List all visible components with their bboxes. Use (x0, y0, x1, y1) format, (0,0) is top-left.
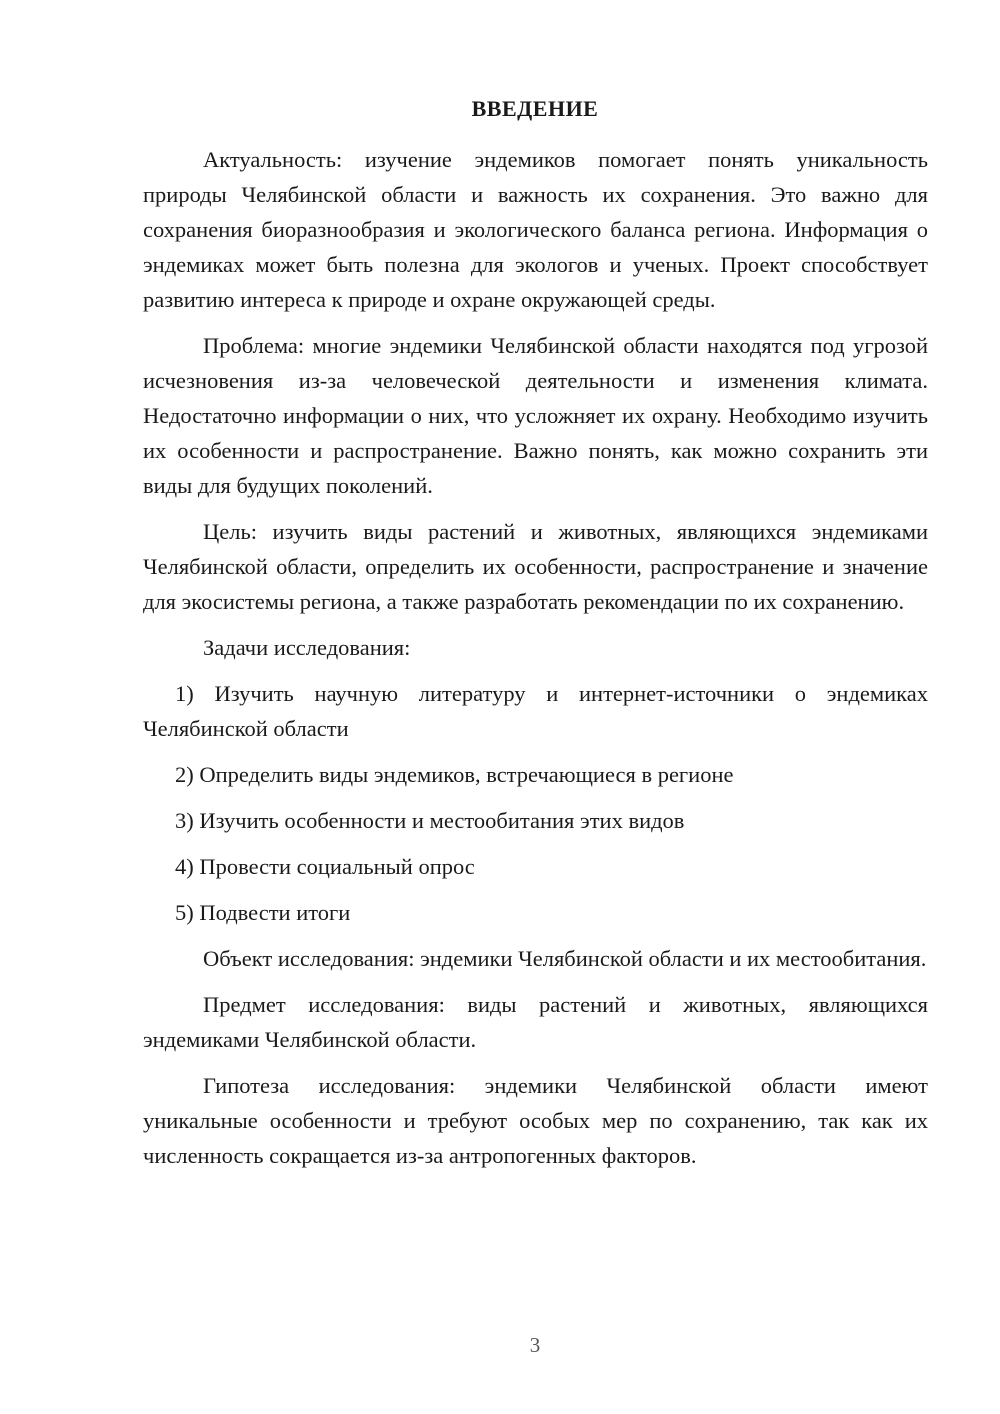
document-body (143, 142, 928, 1184)
paragraph-object: Объект исследования: эндемики Челябинской области и их местообитания. (203, 946, 927, 971)
tasks-heading: Задачи исследования: (203, 635, 411, 660)
task-item-5: 5) Подвести итоги (175, 900, 351, 925)
paragraph-problem: Проблема: многие эндемики Челябинской области находятся под угрозой исчезновения из-за человеческой деятельности и изменения климата. Недостаточно информации о них, что усложняет их охрану. Необходимо изучить их особенности и распространение. Важно понять, как можно сохранить эти виды для будущих поколений. (143, 333, 928, 498)
paragraph-subject: Предмет исследования: виды растений и животных, являющихся эндемиками Челябинской области. (143, 992, 928, 1052)
task-item-2: 2) Определить виды эндемиков, встречающиеся в регионе (175, 762, 734, 787)
task-item-4: 4) Провести социальный опрос (175, 854, 475, 879)
task-item-3: 3) Изучить особенности и местообитания этих видов (175, 808, 685, 833)
page-number: 3 (529, 1333, 541, 1357)
page-title: ВВЕДЕНИЕ (471, 96, 599, 121)
paragraph-goal: Цель: изучить виды растений и животных, являющихся эндемиками Челябинской области, определить их особенности, распространение и значение для экосистемы региона, а также разработать рекомендации по их сохранению. (143, 519, 928, 614)
paragraph-relevance: Актуальность: изучение эндемиков помогает понять уникальность природы Челябинской области и важность их сохранения. Это важно для сохранения биоразнообразия и экологического баланса региона. Информация о эндемиках может быть полезна для экологов и ученых. Проект способствует развитию интереса к природе и охране окружающей среды. (143, 147, 928, 312)
task-item-1: 1) Изучить научную литературу и интернет-источники о эндемиках Челябинской области (143, 681, 928, 741)
paragraph-hypothesis: Гипотеза исследования: эндемики Челябинской области имеют уникальные особенности и требуют особых мер по сохранению, так как их численность сокращается из-за антропогенных факторов. (143, 1073, 928, 1168)
